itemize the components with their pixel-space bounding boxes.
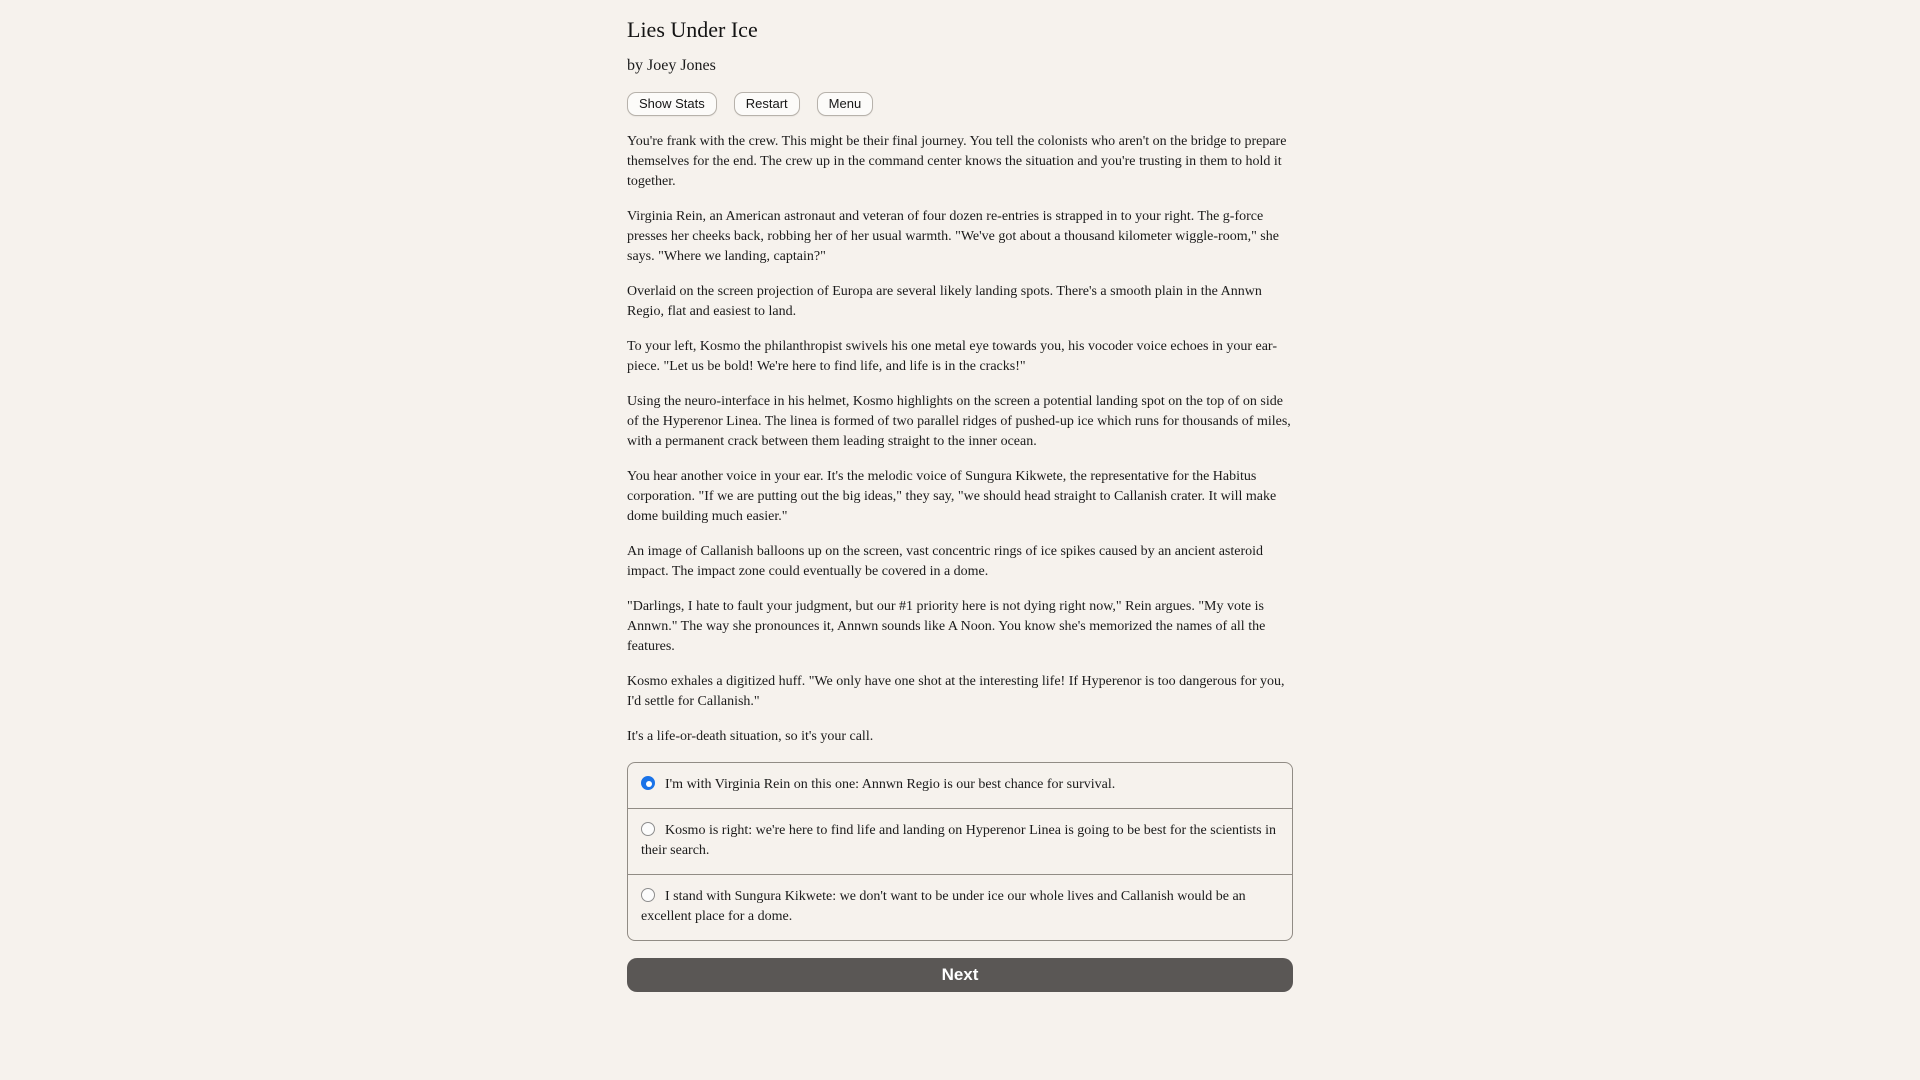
story-text [627, 132, 1293, 747]
author-byline: by Joey Jones [627, 56, 716, 74]
toolbar [627, 92, 1293, 116]
choice-list [627, 762, 1293, 941]
choice-option-annwn[interactable] [628, 763, 1292, 808]
story-paragraph: To your left, Kosmo the philanthropist swivels his one metal eye towards you, his vocoder voice echoes in your ear-piece. "Let us be bold! We're here to find life, and life is in the cracks!" [627, 338, 1277, 374]
show-stats-button[interactable]: Show Stats [627, 92, 717, 116]
story-paragraph: Kosmo exhales a digitized huff. "We only have one shot at the interesting life! If Hyperenor is too dangerous for you, I'd settle for Callanish." [627, 673, 1285, 709]
story-paragraph: Using the neuro-interface in his helmet, Kosmo highlights on the screen a potential landing spot on the top of on side of the Hyperenor Linea. The linea is formed of two parallel ridges of pushed-up ice which runs for thousands of miles, with a permanent crack between them leading straight to the inner ocean. [627, 393, 1291, 449]
story-paragraph: An image of Callanish balloons up on the screen, vast concentric rings of ice spikes caused by an ancient asteroid impact. The impact zone could eventually be covered in a dome. [627, 543, 1264, 579]
story-paragraph: "Darlings, I hate to fault your judgment, but our #1 priority here is not dying right now," Rein argues. "My vote is Annwn." The way she pronounces it, Annwn sounds like A Noon. You know she's memorized the names of all the features. [627, 598, 1266, 654]
choice-option-hyperenor[interactable] [628, 808, 1292, 874]
menu-button[interactable]: Menu [817, 92, 874, 116]
page-title: Lies Under Ice [627, 17, 758, 42]
choice-option-label: I'm with Virginia Rein on this one: Annwn Regio is our best chance for survival. [665, 776, 1116, 792]
next-button[interactable]: Next [627, 958, 1293, 992]
story-paragraph: You're frank with the crew. This might be their final journey. You tell the colonists who aren't on the bridge to prepare themselves for the end. The crew up in the command center knows the situation and you're trusting in them to hold it together. [627, 133, 1287, 189]
story-paragraph: Virginia Rein, an American astronaut and veteran of four dozen re-entries is strapped in to your right. The g-force presses her cheeks back, robbing her of her usual warmth. "We've got about a thousand kilometer wiggle-room," she says. "Where we landing, captain?" [627, 208, 1279, 264]
story-paragraph: It's a life-or-death situation, so it's your call. [627, 728, 874, 744]
choice-option-label: I stand with Sungura Kikwete: we don't want to be under ice our whole lives and Callanish would be an excellent place for a dome. [641, 888, 1246, 924]
choice-option-callanish[interactable] [628, 874, 1292, 940]
story-paragraph: Overlaid on the screen projection of Europa are several likely landing spots. There's a smooth plain in the Annwn Regio, flat and easiest to land. [627, 283, 1262, 319]
choice-radio-0[interactable] [641, 776, 655, 790]
restart-button[interactable]: Restart [734, 92, 800, 116]
choice-radio-2[interactable] [641, 888, 655, 902]
choice-radio-1[interactable] [641, 822, 655, 836]
story-paragraph: You hear another voice in your ear. It's the melodic voice of Sungura Kikwete, the representative for the Habitus corporation. "If we are putting out the big ideas," they say, "we should head straight to Callanish crater. It will make dome building much easier." [627, 468, 1277, 524]
story-column [627, 0, 1293, 992]
choice-option-label: Kosmo is right: we're here to find life and landing on Hyperenor Linea is going to be best for the scientists in their search. [641, 822, 1276, 858]
